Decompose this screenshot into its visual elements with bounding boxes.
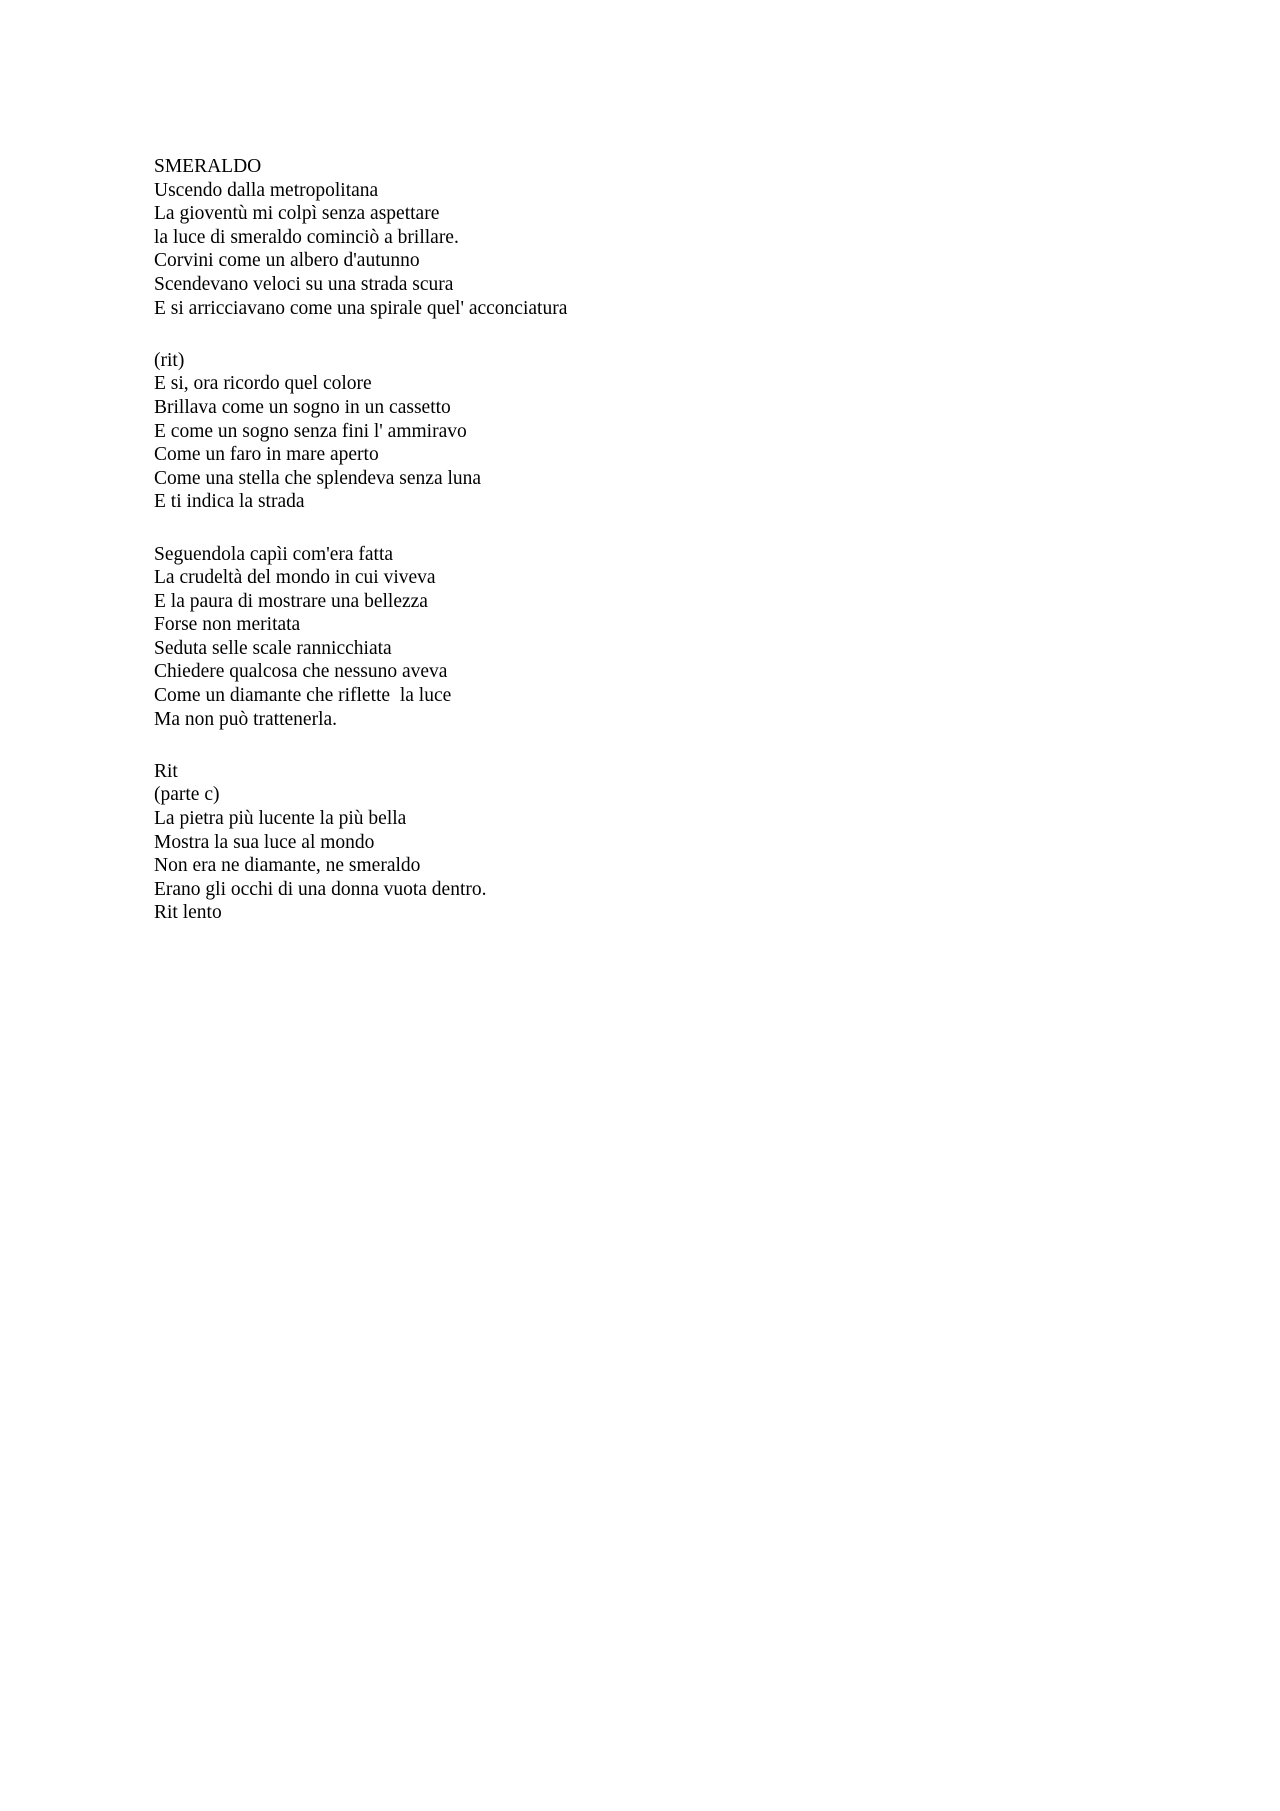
lyric-line: E si arricciavano come una spirale quel' acconciatura <box>154 297 568 319</box>
lyric-line: Erano gli occhi di una donna vuota dentro. <box>154 878 487 900</box>
lyric-line: E come un sogno senza fini l' ammiravo <box>154 420 467 442</box>
stanza-gap <box>154 320 1154 344</box>
lyric-line: La crudeltà del mondo in cui viveva <box>154 567 436 589</box>
lyric-line: Come una stella che splendeva senza luna <box>154 467 482 489</box>
stanza-gap <box>154 514 1154 538</box>
lyric-line: Non era ne diamante, ne smeraldo <box>154 855 421 877</box>
lyric-line: Forse non meritata <box>154 614 301 636</box>
lyric-line: Seduta selle scale rannicchiata <box>154 637 392 659</box>
section-marker: (parte c) <box>154 784 220 806</box>
lyric-line: Corvini come un albero d'autunno <box>154 250 420 272</box>
chorus-marker: (rit) <box>154 349 185 371</box>
lyric-line: La pietra più lucente la più bella <box>154 808 407 830</box>
stanza-2 <box>154 349 1154 538</box>
lyric-line: Seguendola capìi com'era fatta <box>154 543 394 565</box>
lyrics-text <box>154 155 1154 925</box>
lyric-line: E la paura di mostrare una bellezza <box>154 590 428 612</box>
stanza-1 <box>154 155 1154 344</box>
lyric-line: Ma non può trattenerla. <box>154 708 338 730</box>
lyric-line: Mostra la sua luce al mondo <box>154 831 375 853</box>
lyric-line: Come un diamante che riflette la luce <box>154 685 452 707</box>
lyric-line: Uscendo dalla metropolitana <box>154 179 379 201</box>
stanza-4 <box>154 760 1154 925</box>
chorus-marker: Rit lento <box>154 902 222 924</box>
stanza-3 <box>154 543 1154 755</box>
lyric-line: Scendevano veloci su una strada scura <box>154 273 454 295</box>
lyric-line: La gioventù mi colpì senza aspettare <box>154 203 440 225</box>
lyric-line: E ti indica la strada <box>154 491 305 513</box>
lyric-line: Brillava come un sogno in un cassetto <box>154 396 451 418</box>
stanza-gap <box>154 731 1154 755</box>
song-title: SMERALDO <box>154 156 262 177</box>
lyric-line: Come un faro in mare aperto <box>154 444 379 466</box>
chorus-marker: Rit <box>154 760 178 782</box>
lyric-line: la luce di smeraldo cominciò a brillare. <box>154 226 459 248</box>
lyric-line: Chiedere qualcosa che nessuno aveva <box>154 661 448 683</box>
lyric-line: E si, ora ricordo quel colore <box>154 373 372 395</box>
